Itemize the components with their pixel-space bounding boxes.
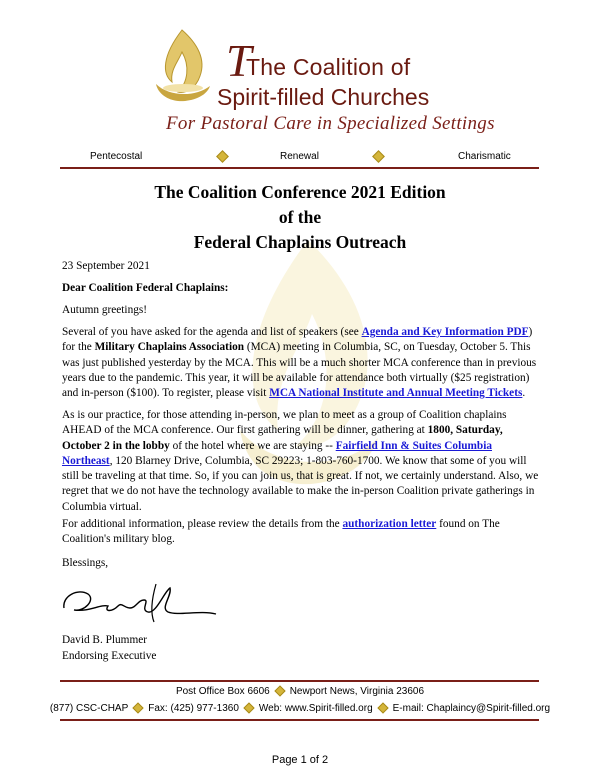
p2-text-c: , 120 Blarney Drive, Columbia, SC 29223; 1-803-760-1700. We know that some of you will still be traveling at that time. So, if you can join us, that is great. If not, we certainly understand. Also, we regret that we do not have the technology available to make the in-person Coalition private gatherings in Columbia virtual.: [62, 454, 539, 513]
flame-logo-icon: [148, 26, 218, 104]
footer-web[interactable]: Web: www.Spirit-filled.org: [258, 703, 373, 714]
signature-icon: [60, 578, 220, 628]
letterhead: [0, 0, 600, 140]
diamond-icon: [377, 703, 388, 714]
footer-email[interactable]: E-mail: Chaplaincy@Spirit-filled.org: [392, 703, 551, 714]
diamond-icon: [216, 150, 229, 163]
authorization-letter-link[interactable]: authorization letter: [342, 518, 437, 530]
footer-address: [0, 686, 600, 697]
p1-text-a: Several of you have asked for the agenda and list of speakers (see: [62, 326, 362, 338]
page-number: Page 1 of 2: [271, 754, 329, 766]
p1-text-c: (MCA) meeting in Columbia, SC, on Tuesday, October 5. This was just published yesterday by the MCA. This will be a much shorter MCA conference than in previous years due to the pandemic. This year, it will be available for attendance both virtually ($25 registration) and in-person ($100). To register, please visit: [62, 341, 537, 400]
category-bar: [60, 149, 540, 165]
logo-tagline: For Pastoral Care in Specialized Settings: [166, 113, 495, 134]
diamond-icon: [372, 150, 385, 163]
letter-greeting: Autumn greetings!: [62, 304, 148, 316]
signer-name: David B. Plummer: [62, 634, 148, 646]
letter-salutation: Dear Coalition Federal Chaplains:: [62, 282, 229, 294]
letter-date: 23 September 2021: [62, 260, 150, 272]
footer-divider-bottom: [60, 719, 539, 721]
category-renewal: Renewal: [280, 151, 319, 162]
heading-line2: of the: [278, 207, 322, 227]
mca-tickets-link[interactable]: MCA National Institute and Annual Meeting Tickets: [269, 387, 523, 400]
heading-line1: The Coalition Conference 2021 Edition: [154, 182, 446, 202]
diamond-icon: [243, 703, 254, 714]
p1-org: Military Chaplains Association: [94, 341, 245, 354]
footer-po-box: Post Office Box 6606: [175, 686, 270, 697]
footer-contacts: [0, 703, 600, 714]
footer-fax: Fax: (425) 977-1360: [148, 703, 239, 714]
paragraph-1: [62, 325, 540, 401]
signer-title: Endorsing Executive: [62, 650, 157, 662]
category-charismatic: Charismatic: [458, 151, 511, 162]
paragraph-2: [62, 408, 540, 515]
letter-closing: Blessings,: [62, 557, 109, 569]
p3-text-a: For additional information, please review the details from the: [62, 518, 343, 530]
p1-text-d: .: [522, 387, 526, 400]
agenda-pdf-link[interactable]: Agenda and Key Information PDF: [361, 326, 529, 338]
header-divider: [60, 167, 539, 169]
footer-city: Newport News, Virginia 23606: [289, 686, 425, 697]
footer-phone: (877) CSC-CHAP: [49, 703, 129, 714]
footer-divider-top: [60, 680, 539, 682]
p1-text-b: ) for the: [62, 326, 533, 354]
diamond-icon: [133, 703, 144, 714]
logo-title-line1: The Coalition of: [246, 54, 411, 80]
logo-title-line2: Spirit-filled Churches: [217, 84, 430, 110]
hotel-link[interactable]: Fairfield Inn & Suites Columbia Northeast: [62, 439, 492, 467]
p2-bold: 1800, Saturday, October 2 in the lobby: [62, 424, 503, 452]
diamond-icon: [274, 686, 285, 697]
p3-text-b: found on The Coalition's military blog.: [62, 518, 500, 546]
p2-text-b: of the hotel where we are staying --: [169, 439, 336, 452]
p2-text-a: As is our practice, for those attending in-person, we plan to meet as a group of Coalition chaplains AHEAD of the MCA conference. Our first gathering will be dinner, gathering at: [62, 409, 507, 437]
paragraph-3: [62, 517, 540, 548]
category-pentecostal: Pentecostal: [90, 151, 143, 162]
logo-big-t: T: [226, 35, 252, 86]
heading-line3: Federal Chaplains Outreach: [193, 232, 407, 252]
